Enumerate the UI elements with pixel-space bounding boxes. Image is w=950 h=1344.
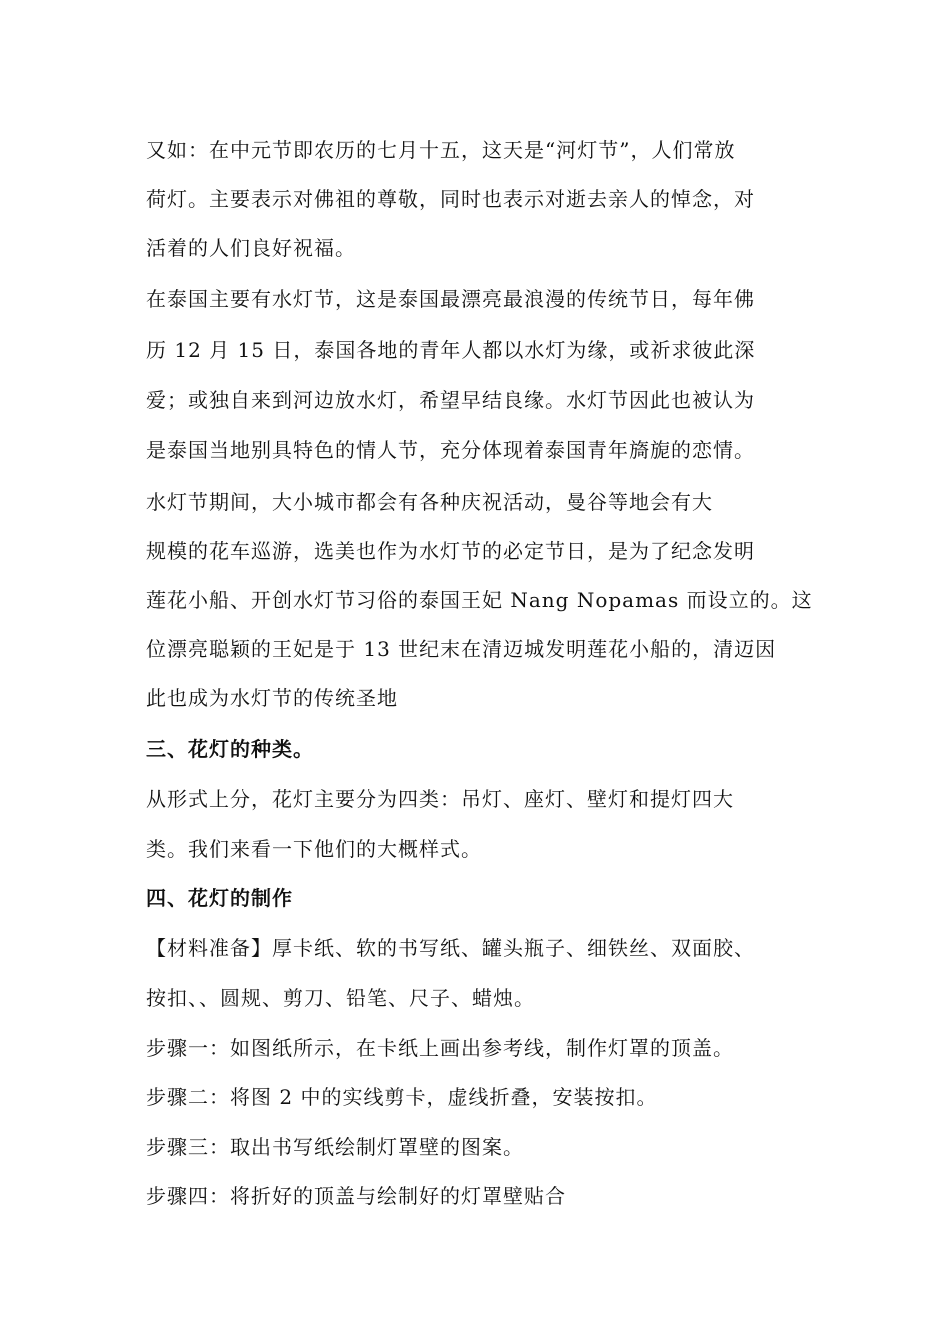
step-line: 步骤二：将图 2 中的实线剪卡，虚线折叠，安装按扣。	[146, 1085, 658, 1109]
paragraph-line: 荷灯。主要表示对佛祖的尊敬，同时也表示对逝去亲人的悼念，对	[146, 187, 755, 211]
section-heading: 四、花灯的制作	[146, 886, 293, 910]
step-line: 步骤三：取出书写纸绘制灯罩壁的图案。	[146, 1135, 524, 1159]
paragraph-line: 又如：在中元节即农历的七月十五，这天是“河灯节”，人们常放	[146, 138, 736, 162]
paragraph-line: 是泰国当地别具特色的情人节，充分体现着泰国青年旖旎的恋情。	[146, 438, 755, 462]
paragraph-line: 按扣、、圆规、剪刀、铅笔、尺子、蜡烛。	[146, 986, 535, 1010]
paragraph-line: 水灯节期间，大小城市都会有各种庆祝活动，曼谷等地会有大	[146, 490, 713, 514]
paragraph-line: 位漂亮聪颖的王妃是于 13 世纪末在清迈城发明莲花小船的，清迈因	[146, 637, 777, 661]
paragraph-line: 【材料准备】厚卡纸、软的书写纸、罐头瓶子、细铁丝、双面胶、	[146, 936, 755, 960]
section-heading: 三、花灯的种类。	[146, 737, 314, 761]
paragraph-line: 莲花小船、开创水灯节习俗的泰国王妃 Nang Nopamas 而设立的。这	[146, 588, 813, 612]
paragraph-line: 活着的人们良好祝福。	[146, 236, 356, 260]
step-line: 步骤一：如图纸所示，在卡纸上画出参考线，制作灯罩的顶盖。	[146, 1036, 734, 1060]
paragraph-line: 历 12 月 15 日，泰国各地的青年人都以水灯为缘，或祈求彼此深	[146, 338, 756, 362]
paragraph-line: 类。我们来看一下他们的大概样式。	[146, 837, 482, 861]
paragraph-line: 规模的花车巡游，选美也作为水灯节的必定节日，是为了纪念发明	[146, 539, 755, 563]
paragraph-line: 从形式上分，花灯主要分为四类：吊灯、座灯、壁灯和提灯四大	[146, 787, 734, 811]
paragraph-line: 此也成为水灯节的传统圣地	[146, 686, 398, 710]
paragraph-line: 在泰国主要有水灯节，这是泰国最漂亮最浪漫的传统节日，每年佛	[146, 287, 755, 311]
step-line: 步骤四：将折好的顶盖与绘制好的灯罩壁贴合	[146, 1184, 566, 1208]
paragraph-line: 爱；或独自来到河边放水灯，希望早结良缘。水灯节因此也被认为	[146, 388, 755, 412]
